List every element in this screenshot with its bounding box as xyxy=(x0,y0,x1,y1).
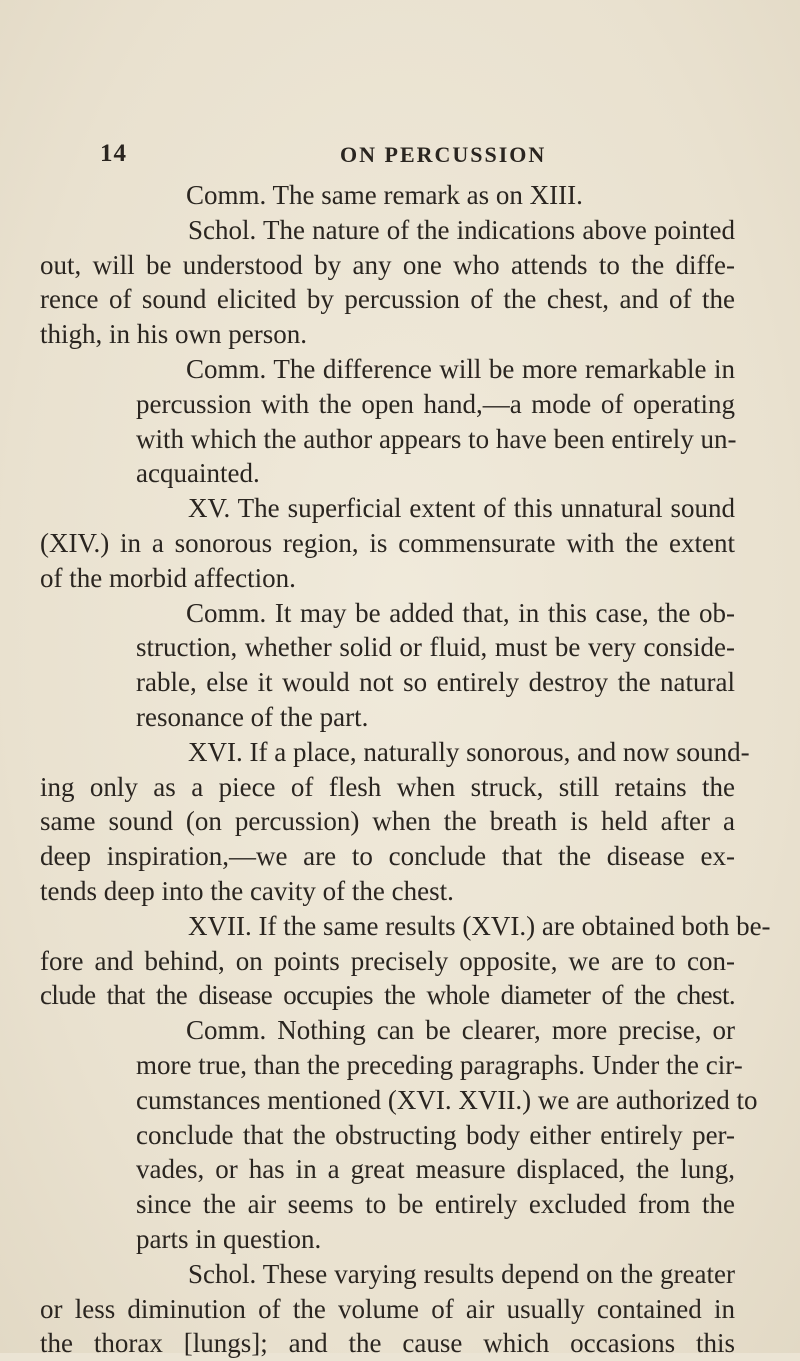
paragraph-comm xyxy=(40,352,735,491)
page-header xyxy=(100,140,720,170)
text-line: struction, whether solid or fluid, must be very conside- xyxy=(136,632,735,663)
text-line: conclude that the obstructing body either entirely per- xyxy=(136,1119,735,1150)
text-line: XVII. If the same results (XVI.) are obtained both be- xyxy=(188,910,771,941)
paragraph-xv xyxy=(40,491,735,595)
text-line: rence of sound elicited by percussion of the chest, and of the xyxy=(40,284,735,315)
text-line: (XIV.) in a sonorous region, is commensurate with the extent xyxy=(40,527,735,558)
text-line: Schol. These varying results depend on the greater xyxy=(188,1258,735,1289)
text-line: Comm. Nothing can be clearer, more precise, or xyxy=(186,1015,735,1046)
paragraph-comm xyxy=(40,596,735,735)
text-line: Comm. It may be added that, in this case, the ob- xyxy=(186,597,735,628)
page-number: 14 xyxy=(100,140,127,167)
paragraph-comm-xiii xyxy=(40,178,735,213)
text-line: XV. The superficial extent of this unnatural sound xyxy=(188,493,735,524)
text-line: the thorax [lungs]; and the cause which occasions this xyxy=(40,1328,735,1359)
text-line: clude that the disease occupies the whole diameter of the chest. xyxy=(40,980,735,1011)
text-line: tends deep into the cavity of the chest. xyxy=(40,875,454,906)
text-line: parts in question. xyxy=(136,1223,322,1254)
running-head: ON PERCUSSION xyxy=(340,142,547,167)
text-line: more true, than the preceding paragraphs. Under the cir- xyxy=(136,1049,743,1080)
text-line: resonance of the part. xyxy=(136,701,369,732)
paragraph-comm xyxy=(40,1013,758,1257)
text-line: deep inspiration,—we are to conclude that the disease ex- xyxy=(40,841,735,872)
text-line: XVI. If a place, naturally sonorous, and now sound- xyxy=(188,736,750,767)
paragraph-schol xyxy=(40,213,735,352)
text-line: Comm. The difference will be more remarkable in xyxy=(186,353,735,384)
body-text xyxy=(40,178,771,1361)
text-line: of the morbid affection. xyxy=(40,562,296,593)
text-line: rable, else it would not so entirely destroy the natural xyxy=(136,667,735,698)
text-line: thigh, in his own person. xyxy=(40,319,307,350)
text-line: Comm. The same remark as on XIII. xyxy=(186,180,583,210)
text-line: cumstances mentioned (XVI. XVII.) we are authorized to xyxy=(136,1084,758,1115)
text-line: percussion with the open hand,—a mode of operating xyxy=(136,388,735,419)
text-line: out, will be understood by any one who attends to the diffe- xyxy=(40,249,735,280)
text-line: or less diminution of the volume of air usually contained in xyxy=(40,1293,735,1324)
paragraph-schol xyxy=(40,1257,735,1361)
text-line: vades, or has in a great measure displaced, the lung, xyxy=(136,1154,735,1185)
text-line: since the air seems to be entirely excluded from the xyxy=(136,1189,735,1220)
text-line: same sound (on percussion) when the breath is held after a xyxy=(40,806,735,837)
paragraph-xvi xyxy=(40,735,750,909)
text-line: fore and behind, on points precisely opposite, we are to con- xyxy=(40,945,735,976)
text-line: acquainted. xyxy=(136,458,260,489)
text-line: ing only as a piece of flesh when struck, still retains the xyxy=(40,771,735,802)
text-line: with which the author appears to have been entirely un- xyxy=(136,423,737,454)
paragraph-xvii xyxy=(40,909,771,1013)
text-line: Schol. The nature of the indications above pointed xyxy=(188,214,735,245)
